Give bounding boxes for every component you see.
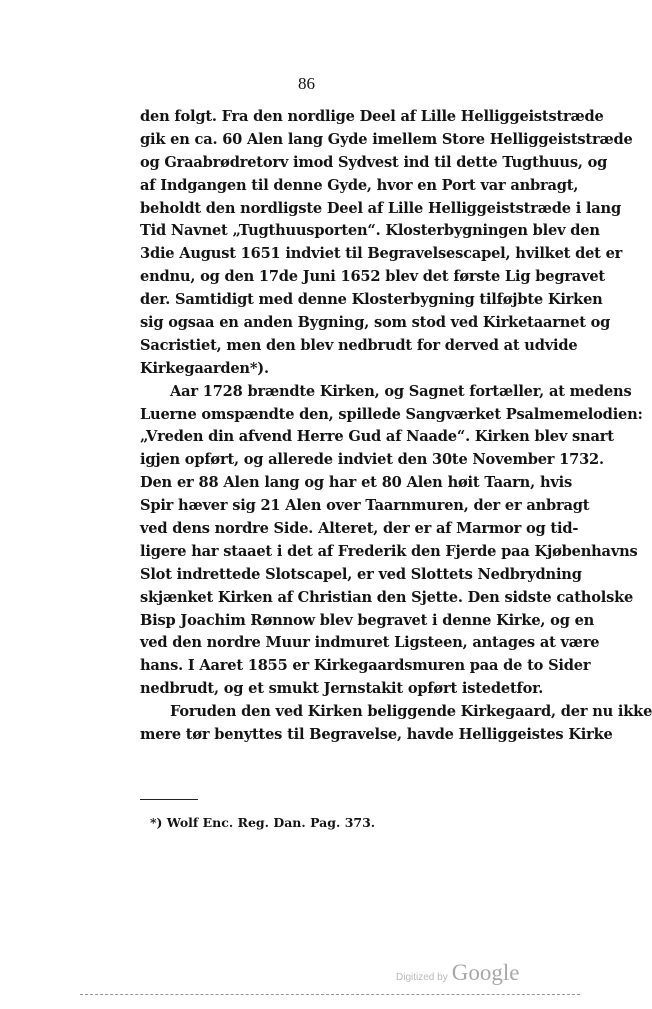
text-line: Kirkegaarden*).	[140, 359, 269, 377]
text-line: beholdt den nordligste Deel af Lille Helliggeiststræde i lang	[140, 199, 621, 217]
text-line: nedbrudt, og et smukt Jernstakit opført istedetfor.	[140, 680, 544, 698]
text-line: mere tør benyttes til Begravelse, havde Helliggeistes Kirke	[140, 726, 613, 744]
text-line: af Indgangen til denne Gyde, hvor en Port var anbragt,	[140, 176, 579, 194]
text-line: og Graabrødretorv imod Sydvest ind til dette Tugthuus, og	[140, 153, 608, 171]
scan-edge-line	[80, 994, 580, 995]
text-line: ved den nordre Muur indmuret Ligsteen, antages at være	[140, 634, 600, 652]
text-line: ved dens nordre Side. Alteret, der er af Marmor og tid-	[140, 520, 579, 538]
text-line: Aar 1728 brændte Kirken, og Sagnet fortæller, at medens	[170, 382, 632, 400]
watermark-prefix: Digitized by	[396, 972, 448, 983]
page-number: 86	[298, 74, 315, 93]
text-line: Bisp Joachim Rønnow blev begravet i denne Kirke, og en	[140, 611, 595, 629]
text-line: „Vreden din afvend Herre Gud af Naade“. Kirken blev snart	[140, 428, 614, 446]
google-logo: Google	[451, 960, 520, 985]
text-line: gik en ca. 60 Alen lang Gyde imellem Store Helliggeiststræde	[140, 130, 633, 148]
text-line: skjænket Kirken af Christian den Sjette. Den sidste catholske	[140, 588, 634, 606]
body-text	[140, 106, 652, 747]
text-line: 3die August 1651 indviet til Begravelsescapel, hvilket det er	[140, 245, 623, 263]
text-line: Foruden den ved Kirken beliggende Kirkegaard, der nu ikke	[170, 703, 652, 721]
footnote: *) Wolf Enc. Reg. Dan. Pag. 373.	[150, 815, 376, 830]
text-line: Den er 88 Alen lang og har et 80 Alen høit Taarn, hvis	[140, 474, 572, 492]
text-line: igjen opført, og allerede indviet den 30te November 1732.	[140, 451, 604, 469]
text-line: Luerne omspændte den, spillede Sangværket Psalmemelodien:	[140, 405, 643, 423]
text-line: Slot indrettede Slotscapel, er ved Slottets Nedbrydning	[140, 565, 582, 583]
text-line: Tid Navnet „Tugthuusporten“. Klosterbygningen blev den	[140, 222, 600, 240]
text-line: hans. I Aaret 1855 er Kirkegaardsmuren paa de to Sider	[140, 657, 591, 675]
text-line: den folgt. Fra den nordlige Deel af Lille Helliggeiststræde	[140, 108, 604, 125]
text-line: ligere har staaet i det af Frederik den Fjerde paa Kjøbenhavns	[140, 542, 638, 560]
text-line: Spir hæver sig 21 Alen over Taarnmuren, der er anbragt	[140, 497, 590, 515]
text-line: Sacristiet, men den blev nedbrudt for derved at udvide	[140, 336, 578, 354]
text-line: der. Samtidigt med denne Klosterbygning tilføjbte Kirken	[140, 291, 603, 309]
text-line: endnu, og den 17de Juni 1652 blev det første Lig begravet	[140, 268, 605, 286]
digitized-watermark	[396, 960, 519, 986]
footnote-divider	[140, 799, 198, 800]
text-line: sig ogsaa en anden Bygning, som stod ved Kirketaarnet og	[140, 314, 611, 332]
